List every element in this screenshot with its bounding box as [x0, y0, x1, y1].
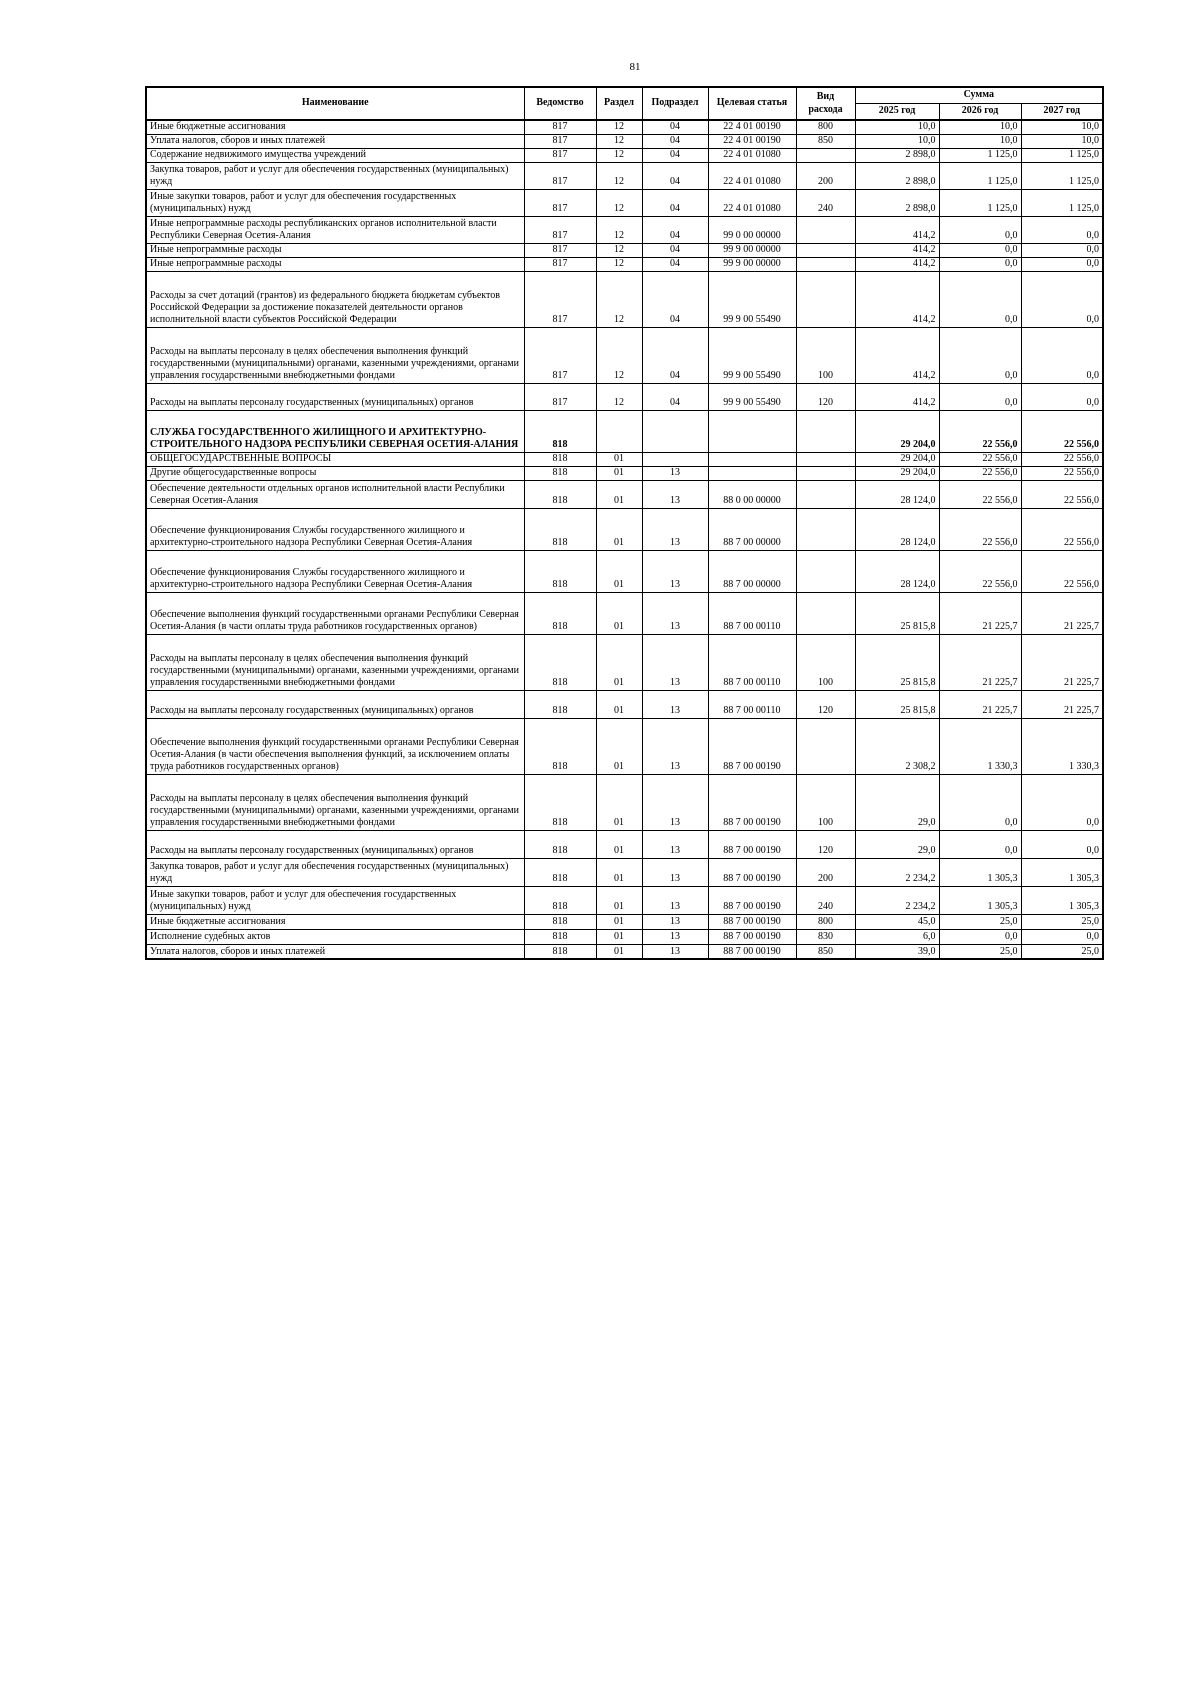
cell-2025: 28 124,0	[855, 508, 939, 550]
cell-name: Закупка товаров, работ и услуг для обеспечения государственных (муниципальных) нужд	[146, 162, 524, 189]
cell-subsection: 04	[642, 327, 708, 383]
cell-2027: 0,0	[1021, 327, 1103, 383]
cell-type	[796, 243, 855, 257]
cell-dept: 817	[524, 162, 596, 189]
cell-name: Расходы за счет дотаций (грантов) из федерального бюджета бюджетам субъектов Российской Федерации за достижение показателей деятельности органов исполнительной власти субъектов Российской Федерации	[146, 271, 524, 327]
table-row	[146, 466, 1103, 480]
cell-type	[796, 550, 855, 592]
cell-name: Расходы на выплаты персоналу государственных (муниципальных) органов	[146, 830, 524, 858]
table-row	[146, 886, 1103, 914]
cell-subsection: 04	[642, 216, 708, 243]
cell-2026: 21 225,7	[939, 690, 1021, 718]
table-row	[146, 858, 1103, 886]
table-row	[146, 480, 1103, 508]
cell-target: 88 7 00 00190	[708, 929, 796, 944]
cell-subsection: 13	[642, 718, 708, 774]
cell-name: Иные непрограммные расходы	[146, 257, 524, 271]
cell-2026: 1 330,3	[939, 718, 1021, 774]
cell-name: Обеспечение функционирования Службы государственного жилищного и архитектурно-строительного надзора Республики Северная Осетия-Алания	[146, 550, 524, 592]
cell-2025: 29 204,0	[855, 410, 939, 452]
cell-name: Иные закупки товаров, работ и услуг для обеспечения государственных (муниципальных) нужд	[146, 189, 524, 216]
cell-section: 01	[596, 550, 642, 592]
cell-dept: 818	[524, 634, 596, 690]
cell-2027: 1 125,0	[1021, 189, 1103, 216]
cell-2025: 10,0	[855, 120, 939, 134]
cell-2027: 0,0	[1021, 830, 1103, 858]
cell-target: 88 7 00 00000	[708, 508, 796, 550]
cell-dept: 818	[524, 690, 596, 718]
cell-type: 800	[796, 914, 855, 929]
cell-dept: 818	[524, 944, 596, 959]
cell-2027: 1 125,0	[1021, 148, 1103, 162]
cell-2026: 0,0	[939, 243, 1021, 257]
table-row	[146, 216, 1103, 243]
page-number: 81	[629, 61, 641, 73]
cell-subsection: 04	[642, 383, 708, 410]
cell-subsection: 13	[642, 929, 708, 944]
cell-target: 88 0 00 00000	[708, 480, 796, 508]
cell-target: 99 9 00 00000	[708, 257, 796, 271]
cell-name: ОБЩЕГОСУДАРСТВЕННЫЕ ВОПРОСЫ	[146, 452, 524, 466]
cell-subsection: 13	[642, 858, 708, 886]
table-row	[146, 690, 1103, 718]
cell-2026: 0,0	[939, 774, 1021, 830]
table-row	[146, 944, 1103, 959]
cell-target: 88 7 00 00000	[708, 550, 796, 592]
cell-2027: 0,0	[1021, 383, 1103, 410]
table-row	[146, 592, 1103, 634]
cell-2027: 1 125,0	[1021, 162, 1103, 189]
cell-subsection: 13	[642, 592, 708, 634]
table-row	[146, 914, 1103, 929]
cell-dept: 818	[524, 410, 596, 452]
cell-2026: 0,0	[939, 327, 1021, 383]
cell-dept: 817	[524, 271, 596, 327]
cell-2026: 0,0	[939, 929, 1021, 944]
cell-name: Иные непрограммные расходы республиканских органов исполнительной власти Республики Северная Осетия-Алания	[146, 216, 524, 243]
cell-subsection: 13	[642, 830, 708, 858]
cell-type	[796, 271, 855, 327]
cell-section: 12	[596, 257, 642, 271]
cell-type	[796, 257, 855, 271]
cell-2026: 1 125,0	[939, 189, 1021, 216]
header-year-2025: 2025 год	[855, 103, 939, 120]
cell-2027: 22 556,0	[1021, 480, 1103, 508]
cell-target: 22 4 01 01080	[708, 189, 796, 216]
cell-2026: 21 225,7	[939, 634, 1021, 690]
cell-dept: 817	[524, 189, 596, 216]
cell-dept: 817	[524, 148, 596, 162]
cell-name: Другие общегосударственные вопросы	[146, 466, 524, 480]
cell-section: 12	[596, 162, 642, 189]
cell-name: Расходы на выплаты персоналу государственных (муниципальных) органов	[146, 383, 524, 410]
cell-section: 01	[596, 592, 642, 634]
cell-target: 99 9 00 00000	[708, 243, 796, 257]
cell-type	[796, 718, 855, 774]
cell-2027: 1 330,3	[1021, 718, 1103, 774]
cell-2027: 1 305,3	[1021, 858, 1103, 886]
cell-name: Обеспечение выполнения функций государственными органами Республики Северная Осетия-Алания (в части оплаты труда работников государственных органов)	[146, 592, 524, 634]
cell-name: Иные бюджетные ассигнования	[146, 914, 524, 929]
cell-dept: 817	[524, 216, 596, 243]
cell-2025: 414,2	[855, 243, 939, 257]
cell-subsection: 04	[642, 189, 708, 216]
cell-name: Закупка товаров, работ и услуг для обеспечения государственных (муниципальных) нужд	[146, 858, 524, 886]
cell-type	[796, 508, 855, 550]
cell-dept: 818	[524, 480, 596, 508]
cell-type	[796, 480, 855, 508]
cell-2027: 0,0	[1021, 929, 1103, 944]
cell-target: 88 7 00 00190	[708, 858, 796, 886]
cell-2026: 1 125,0	[939, 162, 1021, 189]
cell-target: 99 9 00 55490	[708, 383, 796, 410]
table-row	[146, 162, 1103, 189]
cell-type: 800	[796, 120, 855, 134]
cell-target	[708, 410, 796, 452]
cell-dept: 818	[524, 858, 596, 886]
cell-target: 99 0 00 00000	[708, 216, 796, 243]
cell-target: 88 7 00 00190	[708, 830, 796, 858]
table-row	[146, 327, 1103, 383]
cell-2025: 28 124,0	[855, 550, 939, 592]
table-header	[146, 87, 1103, 120]
header-type: Вид расхода	[796, 87, 855, 120]
cell-type: 120	[796, 830, 855, 858]
cell-2027: 21 225,7	[1021, 634, 1103, 690]
header-year-2027: 2027 год	[1021, 103, 1103, 120]
cell-dept: 818	[524, 550, 596, 592]
cell-2026: 0,0	[939, 271, 1021, 327]
cell-name: Расходы на выплаты персоналу государственных (муниципальных) органов	[146, 690, 524, 718]
cell-subsection: 13	[642, 466, 708, 480]
table-row	[146, 120, 1103, 134]
cell-subsection: 04	[642, 271, 708, 327]
cell-section: 12	[596, 134, 642, 148]
cell-target: 88 7 00 00110	[708, 690, 796, 718]
cell-2025: 414,2	[855, 383, 939, 410]
cell-name: Обеспечение деятельности отдельных органов исполнительной власти Республики Северная Осетия-Алания	[146, 480, 524, 508]
cell-2026: 22 556,0	[939, 508, 1021, 550]
cell-subsection	[642, 410, 708, 452]
cell-2025: 29,0	[855, 774, 939, 830]
cell-name: Иные закупки товаров, работ и услуг для обеспечения государственных (муниципальных) нужд	[146, 886, 524, 914]
cell-target	[708, 466, 796, 480]
cell-subsection: 04	[642, 120, 708, 134]
cell-type	[796, 410, 855, 452]
cell-subsection: 13	[642, 944, 708, 959]
cell-2025: 2 898,0	[855, 162, 939, 189]
cell-2027: 25,0	[1021, 944, 1103, 959]
cell-2025: 28 124,0	[855, 480, 939, 508]
cell-2027: 22 556,0	[1021, 466, 1103, 480]
cell-type: 850	[796, 944, 855, 959]
cell-2025: 29,0	[855, 830, 939, 858]
cell-2025: 39,0	[855, 944, 939, 959]
cell-dept: 817	[524, 327, 596, 383]
cell-target: 88 7 00 00110	[708, 592, 796, 634]
cell-subsection: 13	[642, 774, 708, 830]
cell-dept: 817	[524, 120, 596, 134]
cell-section: 12	[596, 216, 642, 243]
table-row	[146, 271, 1103, 327]
cell-target: 99 9 00 55490	[708, 271, 796, 327]
cell-2026: 1 305,3	[939, 886, 1021, 914]
cell-section: 01	[596, 690, 642, 718]
cell-type	[796, 216, 855, 243]
cell-2025: 2 308,2	[855, 718, 939, 774]
cell-2026: 0,0	[939, 830, 1021, 858]
cell-target	[708, 452, 796, 466]
cell-dept: 818	[524, 914, 596, 929]
cell-subsection	[642, 452, 708, 466]
cell-name: Расходы на выплаты персоналу в целях обеспечения выполнения функций государственными (муниципальными) органами, казенными учреждениями, органами управления государственными внебюджетными фондами	[146, 634, 524, 690]
cell-section: 01	[596, 508, 642, 550]
cell-type: 100	[796, 774, 855, 830]
cell-subsection: 13	[642, 480, 708, 508]
cell-type	[796, 148, 855, 162]
cell-section: 01	[596, 718, 642, 774]
cell-2026: 10,0	[939, 134, 1021, 148]
cell-dept: 818	[524, 886, 596, 914]
cell-section: 01	[596, 480, 642, 508]
cell-dept: 818	[524, 929, 596, 944]
cell-2027: 0,0	[1021, 216, 1103, 243]
cell-name: Обеспечение функционирования Службы государственного жилищного и архитектурно-строительного надзора Республики Северная Осетия-Алания	[146, 508, 524, 550]
cell-2027: 22 556,0	[1021, 452, 1103, 466]
cell-section: 01	[596, 466, 642, 480]
cell-2025: 25 815,8	[855, 592, 939, 634]
cell-dept: 818	[524, 830, 596, 858]
header-name: Наименование	[146, 87, 524, 120]
cell-section: 12	[596, 327, 642, 383]
cell-type: 200	[796, 858, 855, 886]
cell-2026: 22 556,0	[939, 410, 1021, 452]
cell-subsection: 04	[642, 148, 708, 162]
cell-2027: 0,0	[1021, 257, 1103, 271]
header-target: Целевая статья	[708, 87, 796, 120]
cell-2025: 6,0	[855, 929, 939, 944]
cell-dept: 817	[524, 383, 596, 410]
cell-2025: 2 234,2	[855, 858, 939, 886]
header-dept: Ведомство	[524, 87, 596, 120]
cell-2026: 0,0	[939, 383, 1021, 410]
cell-section: 12	[596, 383, 642, 410]
table-body	[146, 120, 1103, 959]
cell-section: 01	[596, 452, 642, 466]
cell-type	[796, 466, 855, 480]
cell-2025: 2 234,2	[855, 886, 939, 914]
header-section: Раздел	[596, 87, 642, 120]
table-row	[146, 929, 1103, 944]
cell-2026: 21 225,7	[939, 592, 1021, 634]
cell-2025: 414,2	[855, 216, 939, 243]
cell-name: Обеспечение выполнения функций государственными органами Республики Северная Осетия-Алания (в части обеспечения выполнения функций, за исключением оплаты труда работников государственных органов)	[146, 718, 524, 774]
cell-subsection: 04	[642, 243, 708, 257]
table-row	[146, 718, 1103, 774]
table-row	[146, 383, 1103, 410]
cell-target: 22 4 01 01080	[708, 162, 796, 189]
cell-subsection: 13	[642, 914, 708, 929]
cell-2027: 0,0	[1021, 271, 1103, 327]
cell-type	[796, 452, 855, 466]
budget-table	[145, 86, 1104, 960]
cell-section: 01	[596, 858, 642, 886]
cell-2025: 25 815,8	[855, 634, 939, 690]
cell-type: 100	[796, 634, 855, 690]
cell-dept: 818	[524, 592, 596, 634]
cell-2025: 414,2	[855, 327, 939, 383]
cell-2026: 22 556,0	[939, 452, 1021, 466]
cell-2025: 10,0	[855, 134, 939, 148]
cell-name: Исполнение судебных актов	[146, 929, 524, 944]
cell-name: Уплата налогов, сборов и иных платежей	[146, 944, 524, 959]
cell-2025: 45,0	[855, 914, 939, 929]
cell-name: Уплата налогов, сборов и иных платежей	[146, 134, 524, 148]
cell-name: СЛУЖБА ГОСУДАРСТВЕННОГО ЖИЛИЩНОГО И АРХИТЕКТУРНО-СТРОИТЕЛЬНОГО НАДЗОРА РЕСПУБЛИКИ СЕВЕРНАЯ ОСЕТИЯ-АЛАНИЯ	[146, 410, 524, 452]
table-row	[146, 830, 1103, 858]
cell-2025: 2 898,0	[855, 148, 939, 162]
cell-dept: 817	[524, 257, 596, 271]
cell-target: 88 7 00 00110	[708, 634, 796, 690]
table-row	[146, 774, 1103, 830]
cell-2025: 25 815,8	[855, 690, 939, 718]
cell-name: Расходы на выплаты персоналу в целях обеспечения выполнения функций государственными (муниципальными) органами, казенными учреждениями, органами управления государственными внебюджетными фондами	[146, 327, 524, 383]
cell-section: 01	[596, 929, 642, 944]
cell-2027: 0,0	[1021, 243, 1103, 257]
cell-2026: 1 125,0	[939, 148, 1021, 162]
cell-section	[596, 410, 642, 452]
cell-section: 01	[596, 634, 642, 690]
cell-subsection: 04	[642, 162, 708, 189]
cell-2026: 1 305,3	[939, 858, 1021, 886]
cell-type: 120	[796, 690, 855, 718]
cell-2025: 414,2	[855, 271, 939, 327]
cell-2027: 10,0	[1021, 120, 1103, 134]
table-row	[146, 148, 1103, 162]
cell-dept: 818	[524, 466, 596, 480]
cell-2026: 22 556,0	[939, 466, 1021, 480]
cell-section: 12	[596, 271, 642, 327]
cell-target: 99 9 00 55490	[708, 327, 796, 383]
cell-2026: 0,0	[939, 257, 1021, 271]
table-row	[146, 134, 1103, 148]
cell-section: 01	[596, 774, 642, 830]
cell-name: Расходы на выплаты персоналу в целях обеспечения выполнения функций государственными (муниципальными) органами, казенными учреждениями, органами управления государственными внебюджетными фондами	[146, 774, 524, 830]
cell-subsection: 13	[642, 690, 708, 718]
cell-dept: 818	[524, 508, 596, 550]
cell-2027: 22 556,0	[1021, 550, 1103, 592]
cell-section: 12	[596, 189, 642, 216]
table-row	[146, 410, 1103, 452]
table-row	[146, 452, 1103, 466]
table-row	[146, 550, 1103, 592]
cell-subsection: 04	[642, 257, 708, 271]
cell-subsection: 13	[642, 886, 708, 914]
cell-2026: 25,0	[939, 944, 1021, 959]
cell-2025: 29 204,0	[855, 452, 939, 466]
cell-2026: 22 556,0	[939, 550, 1021, 592]
table-row	[146, 634, 1103, 690]
cell-dept: 817	[524, 134, 596, 148]
cell-dept: 818	[524, 452, 596, 466]
cell-2026: 22 556,0	[939, 480, 1021, 508]
cell-2027: 1 305,3	[1021, 886, 1103, 914]
cell-2027: 22 556,0	[1021, 508, 1103, 550]
cell-section: 12	[596, 243, 642, 257]
cell-dept: 817	[524, 243, 596, 257]
table-row	[146, 257, 1103, 271]
cell-target: 88 7 00 00190	[708, 914, 796, 929]
cell-2026: 10,0	[939, 120, 1021, 134]
cell-2025: 2 898,0	[855, 189, 939, 216]
cell-subsection: 13	[642, 508, 708, 550]
cell-2025: 29 204,0	[855, 466, 939, 480]
cell-2027: 0,0	[1021, 774, 1103, 830]
cell-section: 01	[596, 944, 642, 959]
cell-subsection: 04	[642, 134, 708, 148]
cell-2027: 21 225,7	[1021, 690, 1103, 718]
cell-type: 850	[796, 134, 855, 148]
table-row	[146, 508, 1103, 550]
cell-type: 100	[796, 327, 855, 383]
cell-section: 01	[596, 830, 642, 858]
cell-dept: 818	[524, 718, 596, 774]
cell-name: Иные непрограммные расходы	[146, 243, 524, 257]
cell-target: 88 7 00 00190	[708, 886, 796, 914]
cell-target: 22 4 01 00190	[708, 134, 796, 148]
cell-target: 88 7 00 00190	[708, 718, 796, 774]
cell-subsection: 13	[642, 550, 708, 592]
cell-2025: 414,2	[855, 257, 939, 271]
header-year-2026: 2026 год	[939, 103, 1021, 120]
cell-2026: 25,0	[939, 914, 1021, 929]
cell-dept: 818	[524, 774, 596, 830]
cell-2026: 0,0	[939, 216, 1021, 243]
cell-type: 200	[796, 162, 855, 189]
header-subsection: Подраздел	[642, 87, 708, 120]
cell-type	[796, 592, 855, 634]
cell-type: 120	[796, 383, 855, 410]
cell-type: 240	[796, 189, 855, 216]
cell-section: 01	[596, 886, 642, 914]
header-sum: Сумма	[855, 87, 1103, 103]
cell-subsection: 13	[642, 634, 708, 690]
cell-name: Иные бюджетные ассигнования	[146, 120, 524, 134]
cell-section: 12	[596, 120, 642, 134]
cell-section: 12	[596, 148, 642, 162]
cell-target: 22 4 01 00190	[708, 120, 796, 134]
cell-target: 88 7 00 00190	[708, 774, 796, 830]
cell-type: 240	[796, 886, 855, 914]
cell-target: 22 4 01 01080	[708, 148, 796, 162]
cell-type: 830	[796, 929, 855, 944]
cell-2027: 22 556,0	[1021, 410, 1103, 452]
cell-section: 01	[596, 914, 642, 929]
table-row	[146, 243, 1103, 257]
table-row	[146, 189, 1103, 216]
cell-name: Содержание недвижимого имущества учреждений	[146, 148, 524, 162]
cell-2027: 25,0	[1021, 914, 1103, 929]
cell-target: 88 7 00 00190	[708, 944, 796, 959]
cell-2027: 10,0	[1021, 134, 1103, 148]
cell-2027: 21 225,7	[1021, 592, 1103, 634]
